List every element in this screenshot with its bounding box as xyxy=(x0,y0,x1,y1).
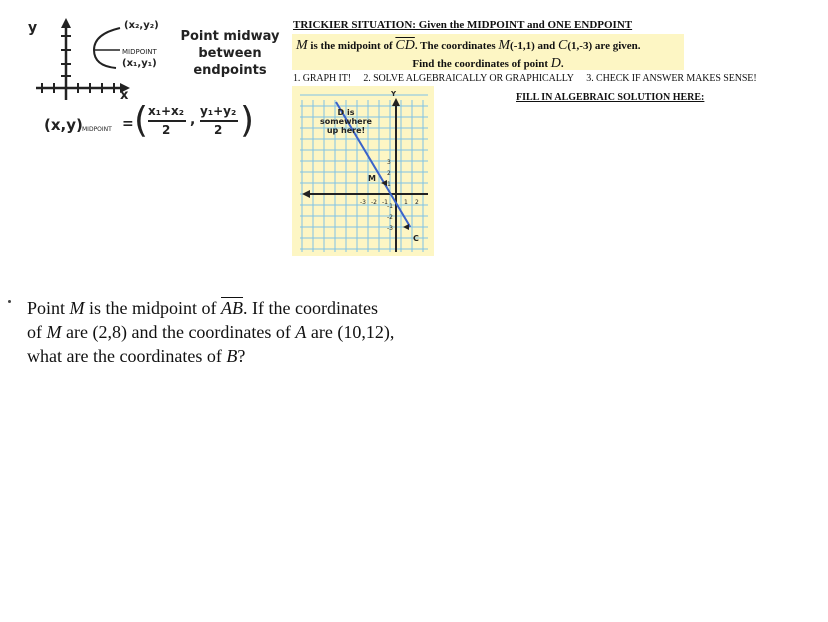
step-1: 1. GRAPH IT! xyxy=(293,73,351,84)
sketch-point1-label: (x₁,y₁) xyxy=(122,58,157,69)
given-statement: M is the midpoint of $\overline{CD}$. The coordinates M(-1,1) and C(1,-3) are given. xyxy=(296,38,641,53)
formula-lhs: (x,y) xyxy=(44,116,83,134)
formula-right-paren: ) xyxy=(240,100,255,141)
step-2: 2. SOLVE ALGEBRAICALLY OR GRAPHICALLY xyxy=(363,73,574,84)
graph-point-c xyxy=(403,224,409,230)
point-midway-text xyxy=(180,28,280,79)
coordinate-graph xyxy=(292,86,434,256)
graph-c-label: C xyxy=(413,234,419,243)
sketch-midpoint-label: MIDPOINT xyxy=(122,48,157,56)
graph-y-label: Y xyxy=(391,90,397,98)
sketch-point2-label: (x₂,y₂) xyxy=(124,20,159,31)
graph-x-arrow xyxy=(302,190,310,198)
graph-y-tick: -3 xyxy=(387,225,393,232)
graph-x-tick: 1 xyxy=(404,199,408,206)
formula-num-x: x₁+x₂ xyxy=(148,104,185,118)
formula-den-x: 2 xyxy=(162,123,171,137)
sketch-y-label: y xyxy=(28,20,38,36)
graph-y-tick: -1 xyxy=(387,203,393,210)
midway-line-3: endpoints xyxy=(193,63,267,78)
graph-y-arrow xyxy=(392,98,400,106)
midpoint-formula: (x,y) MIDPOINT = ( x₁+x₂ 2 , y₁+y₂ 2 ) xyxy=(44,100,255,141)
bullet-dot xyxy=(8,300,11,303)
graph-y-tick: 3 xyxy=(387,159,391,166)
graph-x-tick: -2 xyxy=(371,199,377,206)
sketch-x-label: x xyxy=(120,88,129,103)
graph-note xyxy=(314,108,378,135)
problem-line-2: of M are (2,8) and the coordinates of A are (10,12), xyxy=(27,322,395,342)
graph-m-label: M xyxy=(368,174,376,183)
find-statement: Find the coordinates of point D. xyxy=(412,56,564,71)
problem-text xyxy=(27,296,447,368)
steps-line xyxy=(293,73,767,84)
problem-line-1: Point M is the midpoint of $\overline{AB}$. If the coordinates xyxy=(27,298,378,318)
graph-x-tick: 2 xyxy=(415,199,419,206)
midway-line-1: Point midway xyxy=(180,29,280,44)
graph-x-tick: -1 xyxy=(382,199,388,206)
graph-note-line1: D is somewhere xyxy=(320,108,372,126)
midway-line-2: between xyxy=(198,46,262,61)
formula-num-y: y₁+y₂ xyxy=(200,104,237,118)
step-3: 3. CHECK IF ANSWER MAKES SENSE! xyxy=(586,73,757,84)
fill-in-label: FILL IN ALGEBRAIC SOLUTION HERE: xyxy=(516,92,705,103)
graph-y-tick: -2 xyxy=(387,214,393,221)
graph-y-tick: 2 xyxy=(387,170,391,177)
tricky-title: TRICKIER SITUATION: Given the MIDPOINT and ONE ENDPOINT xyxy=(293,19,633,31)
formula-subscript: MIDPOINT xyxy=(82,126,112,133)
formula-den-y: 2 xyxy=(214,123,223,137)
problem-line-3: what are the coordinates of B? xyxy=(27,346,246,366)
formula-left-paren: ( xyxy=(134,100,149,141)
graph-note-line2: up here! xyxy=(326,126,366,135)
graph-x-tick: -3 xyxy=(360,199,366,206)
graph-y-tick: 1 xyxy=(387,181,391,188)
